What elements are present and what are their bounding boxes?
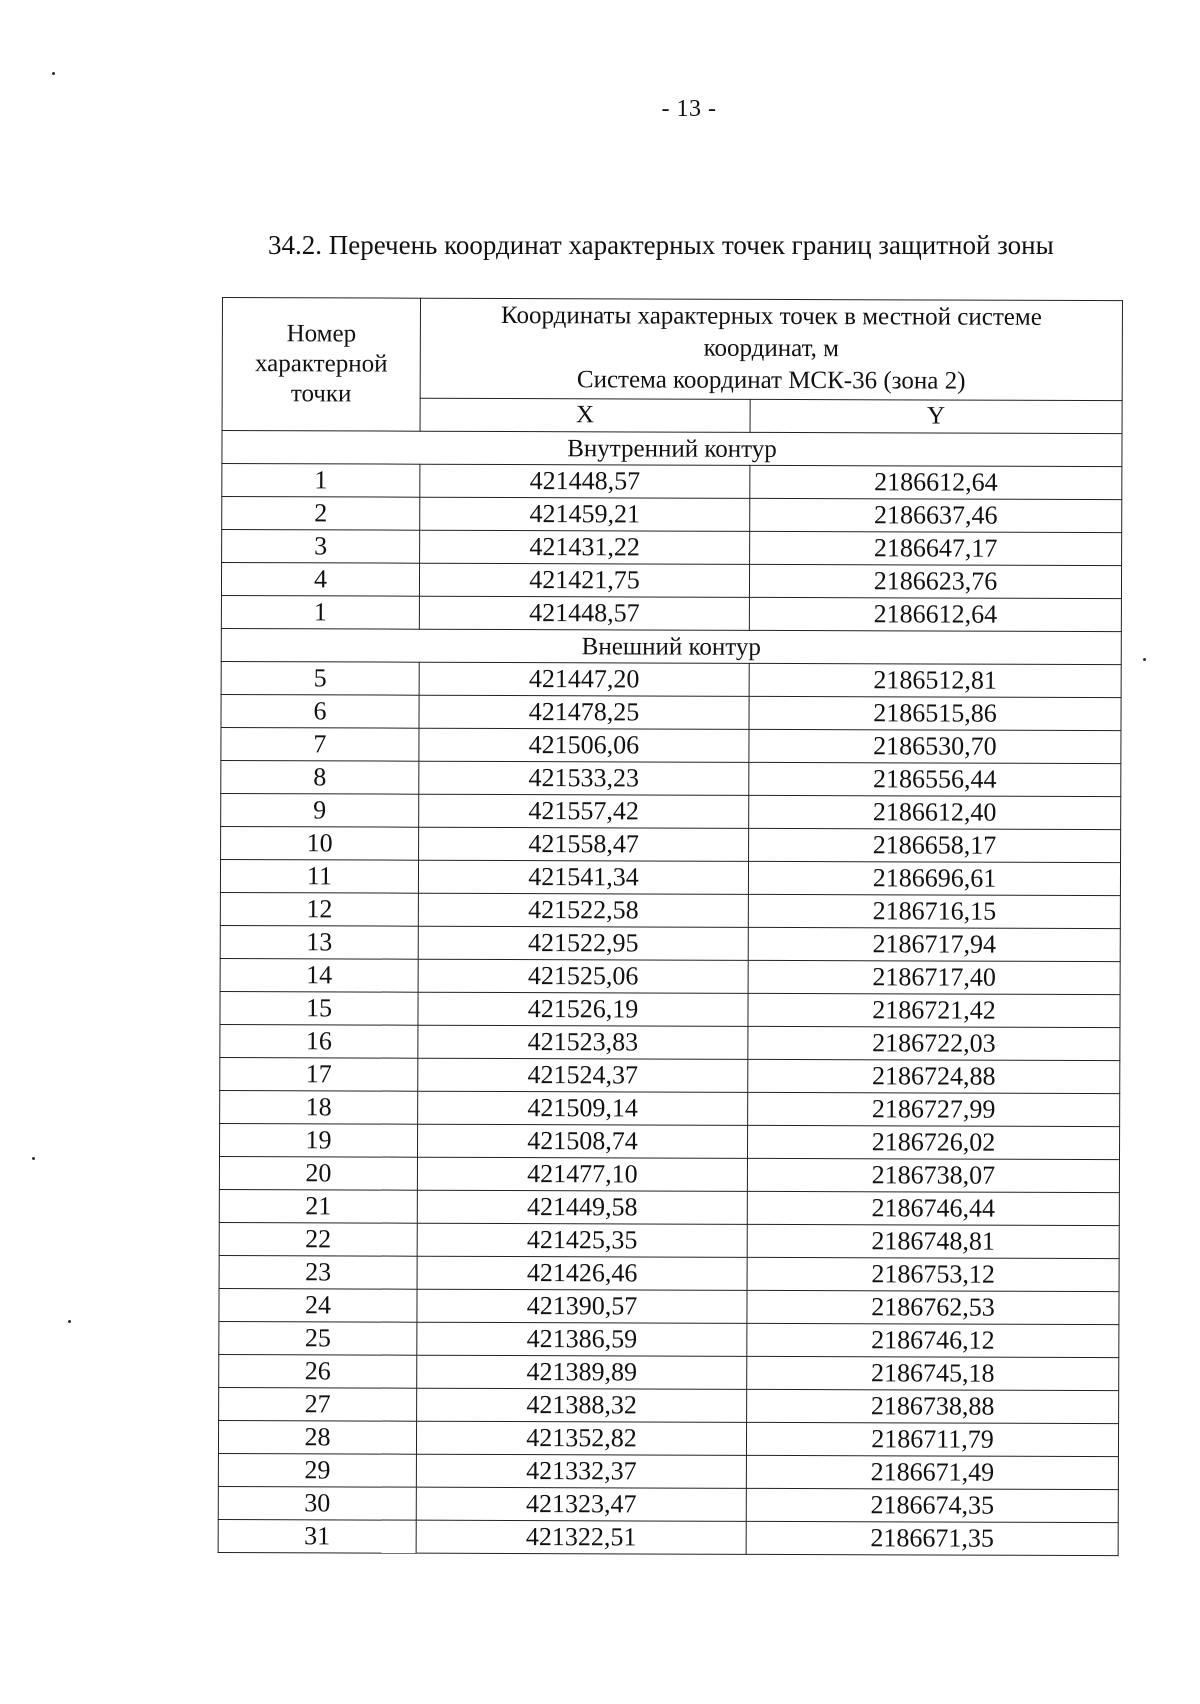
- table-row: [219, 1222, 1119, 1258]
- point-number-cell: 30: [218, 1486, 416, 1520]
- table-row: [220, 1090, 1120, 1126]
- y-coordinate-cell: 2186623,76: [749, 564, 1121, 598]
- x-coordinate-cell: 421425,35: [417, 1223, 747, 1257]
- coordinates-header-line: Система координат МСК-36 (зона 2): [576, 366, 966, 395]
- point-number-cell: 3: [222, 530, 420, 564]
- x-coordinate-cell: 421390,57: [417, 1289, 747, 1323]
- coordinates-header-line: Координаты характерных точек в местной системе: [500, 302, 1042, 332]
- x-coordinate-cell: 421459,21: [420, 497, 750, 531]
- y-coordinate-cell: 2186637,46: [750, 498, 1122, 532]
- x-coordinate-cell: 421557,42: [419, 794, 749, 828]
- table-row: [218, 1453, 1118, 1489]
- point-number-cell: 1: [221, 595, 419, 629]
- y-coordinate-cell: 2186717,40: [748, 960, 1120, 994]
- x-coordinate-cell: 421448,57: [420, 464, 750, 498]
- point-number-cell: 28: [218, 1420, 416, 1454]
- point-number-cell: 26: [219, 1354, 417, 1388]
- y-coordinate-cell: 2186745,18: [747, 1356, 1119, 1390]
- x-coordinate-cell: 421477,10: [417, 1157, 747, 1191]
- x-coordinate-cell: 421522,95: [418, 926, 748, 960]
- point-number-cell: 27: [219, 1387, 417, 1421]
- table-row: [219, 1288, 1119, 1324]
- point-number-cell: 23: [219, 1255, 417, 1289]
- x-coordinate-cell: 421322,51: [416, 1520, 746, 1554]
- point-number-cell: 15: [220, 991, 418, 1025]
- scan-speck: [1143, 658, 1146, 661]
- table-row: [221, 760, 1121, 796]
- x-coordinate-cell: 421449,58: [417, 1190, 747, 1224]
- x-coordinate-cell: 421447,20: [419, 662, 749, 696]
- table-row: [220, 1057, 1120, 1093]
- table-row: [221, 727, 1121, 763]
- x-coordinate-cell: 421421,75: [419, 563, 749, 597]
- point-number-cell: 20: [219, 1156, 417, 1190]
- table-row: [220, 958, 1120, 994]
- table-row: [222, 497, 1122, 533]
- table-row: [220, 859, 1120, 895]
- x-coordinate-cell: 421558,47: [419, 827, 749, 861]
- point-number-cell: 4: [221, 563, 419, 597]
- y-coordinate-cell: 2186746,12: [747, 1323, 1119, 1357]
- x-coordinate-cell: 421323,47: [416, 1487, 746, 1521]
- y-coordinate-cell: 2186612,40: [749, 795, 1121, 829]
- x-coordinate-cell: 421508,74: [417, 1124, 747, 1158]
- point-number-cell: 2: [222, 497, 420, 531]
- coordinates-table-container: [218, 297, 1122, 1556]
- y-coordinate-cell: 2186738,88: [747, 1389, 1119, 1423]
- x-coordinate-cell: 421478,25: [419, 695, 749, 729]
- table-row: [218, 1486, 1118, 1522]
- table-row: [221, 595, 1121, 631]
- x-coordinate-cell: 421526,19: [418, 992, 748, 1026]
- y-coordinate-cell: 2186512,81: [749, 663, 1121, 697]
- point-number-cell: 31: [218, 1519, 416, 1553]
- table-row: [219, 1189, 1119, 1225]
- coordinates-table: [218, 297, 1123, 1556]
- point-number-cell: 13: [220, 925, 418, 959]
- point-number-cell: 14: [220, 958, 418, 992]
- y-coordinate-cell: 2186612,64: [749, 597, 1121, 631]
- y-coordinate-cell: 2186721,42: [748, 993, 1120, 1027]
- x-coordinate-cell: 421448,57: [419, 596, 749, 630]
- point-number-cell: 22: [219, 1222, 417, 1256]
- y-coordinate-cell: 2186612,64: [750, 465, 1122, 499]
- x-coordinate-cell: 421541,34: [418, 860, 748, 894]
- table-row: [221, 661, 1121, 697]
- point-number-cell: 19: [219, 1123, 417, 1157]
- point-number-header-line: точки: [290, 380, 352, 408]
- point-number-cell: 21: [219, 1189, 417, 1223]
- table-row: [222, 530, 1122, 566]
- y-coordinate-cell: 2186671,49: [746, 1455, 1118, 1489]
- point-number-cell: 8: [221, 760, 419, 794]
- x-coordinate-cell: 421506,06: [419, 728, 749, 762]
- point-number-header-line: Номер: [286, 320, 357, 348]
- point-number-cell: 16: [220, 1024, 418, 1058]
- section-title-cell: Внутренний контур: [222, 431, 1122, 467]
- point-number-header: [222, 298, 420, 432]
- section-title-cell: Внешний контур: [221, 628, 1121, 664]
- x-column-header: X: [420, 398, 750, 432]
- section-header-row: [222, 431, 1122, 467]
- coordinates-header: [420, 298, 1122, 400]
- section-header-row: [221, 628, 1121, 664]
- point-number-cell: 24: [219, 1288, 417, 1322]
- point-number-cell: 18: [220, 1090, 418, 1124]
- y-coordinate-cell: 2186716,15: [748, 894, 1120, 928]
- y-coordinate-cell: 2186717,94: [748, 927, 1120, 961]
- x-coordinate-cell: 421426,46: [417, 1256, 747, 1290]
- y-column-header: Y: [750, 399, 1122, 434]
- y-coordinate-cell: 2186696,61: [748, 861, 1120, 895]
- x-coordinate-cell: 421431,22: [420, 530, 750, 564]
- table-row: [219, 1387, 1119, 1423]
- x-coordinate-cell: 421524,37: [418, 1058, 748, 1092]
- table-row: [220, 991, 1120, 1027]
- y-coordinate-cell: 2186674,35: [746, 1488, 1118, 1522]
- point-number-cell: 29: [218, 1453, 416, 1487]
- y-coordinate-cell: 2186726,02: [747, 1125, 1119, 1159]
- x-coordinate-cell: 421525,06: [418, 959, 748, 993]
- y-coordinate-cell: 2186711,79: [746, 1422, 1118, 1456]
- table-row: [221, 793, 1121, 829]
- point-number-cell: 10: [221, 826, 419, 860]
- y-coordinate-cell: 2186671,35: [746, 1521, 1118, 1555]
- y-coordinate-cell: 2186727,99: [748, 1092, 1120, 1126]
- y-coordinate-cell: 2186515,86: [749, 696, 1121, 730]
- x-coordinate-cell: 421388,32: [417, 1388, 747, 1422]
- y-coordinate-cell: 2186724,88: [748, 1059, 1120, 1093]
- point-number-cell: 7: [221, 727, 419, 761]
- scan-speck: [68, 1320, 71, 1323]
- table-row: [221, 563, 1121, 599]
- point-number-cell: 6: [221, 694, 419, 728]
- table-row: [220, 1024, 1120, 1060]
- point-number-cell: 1: [222, 464, 420, 498]
- y-coordinate-cell: 2186738,07: [747, 1158, 1119, 1192]
- table-row: [218, 1420, 1118, 1456]
- point-number-cell: 17: [220, 1057, 418, 1091]
- y-coordinate-cell: 2186753,12: [747, 1257, 1119, 1291]
- table-row: [219, 1321, 1119, 1357]
- page-number: - 13 -: [661, 96, 717, 122]
- y-coordinate-cell: 2186762,53: [747, 1290, 1119, 1324]
- point-number-cell: 25: [219, 1321, 417, 1355]
- y-coordinate-cell: 2186722,03: [748, 1026, 1120, 1060]
- table-row: [219, 1255, 1119, 1291]
- point-number-header-line: характерной: [254, 350, 388, 378]
- coordinates-header-line: координат, м: [703, 335, 840, 363]
- y-coordinate-cell: 2186647,17: [750, 531, 1122, 565]
- x-coordinate-cell: 421509,14: [418, 1091, 748, 1125]
- y-coordinate-cell: 2186746,44: [747, 1191, 1119, 1225]
- table-row: [222, 464, 1122, 500]
- table-row: [219, 1156, 1119, 1192]
- y-coordinate-cell: 2186748,81: [747, 1224, 1119, 1258]
- x-coordinate-cell: 421389,89: [417, 1355, 747, 1389]
- x-coordinate-cell: 421332,37: [416, 1454, 746, 1488]
- table-row: [221, 826, 1121, 862]
- y-coordinate-cell: 2186530,70: [749, 729, 1121, 763]
- x-coordinate-cell: 421533,23: [419, 761, 749, 795]
- x-coordinate-cell: 421523,83: [418, 1025, 748, 1059]
- x-coordinate-cell: 421522,58: [418, 893, 748, 927]
- table-row: [220, 892, 1120, 928]
- x-coordinate-cell: 421352,82: [416, 1421, 746, 1455]
- table-row: [219, 1354, 1119, 1390]
- scan-speck: [32, 1157, 35, 1160]
- x-coordinate-cell: 421386,59: [417, 1322, 747, 1356]
- point-number-cell: 11: [220, 859, 418, 893]
- point-number-cell: 9: [221, 793, 419, 827]
- table-body: [218, 431, 1122, 1556]
- y-coordinate-cell: 2186556,44: [749, 762, 1121, 796]
- point-number-cell: 12: [220, 892, 418, 926]
- table-row: [219, 1123, 1119, 1159]
- table-row: [218, 1519, 1118, 1555]
- point-number-cell: 5: [221, 661, 419, 695]
- section-title: 34.2. Перечень координат характерных точек границ защитной зоны: [268, 230, 1054, 260]
- table-row: [221, 694, 1121, 730]
- table-row: [220, 925, 1120, 961]
- y-coordinate-cell: 2186658,17: [749, 828, 1121, 862]
- scan-speck: [52, 72, 55, 75]
